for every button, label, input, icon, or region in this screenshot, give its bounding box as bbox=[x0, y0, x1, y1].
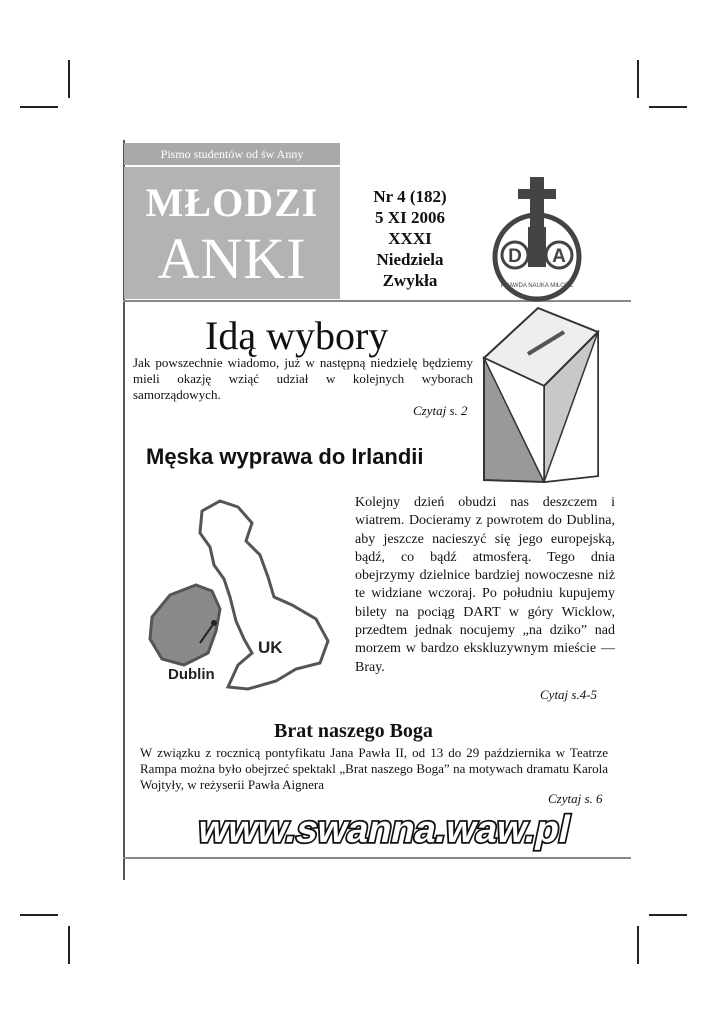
crop-mark bbox=[637, 926, 639, 964]
map-label-dublin: Dublin bbox=[168, 666, 215, 683]
crop-mark bbox=[68, 60, 70, 98]
ballot-box-icon bbox=[476, 300, 606, 490]
issue-number: Nr 4 (182) bbox=[373, 187, 447, 206]
masthead-subtitle: Pismo studentów od św Anny bbox=[124, 143, 340, 165]
website-url-logo[interactable] bbox=[132, 804, 632, 856]
website-url: www.swanna.waw.pl bbox=[194, 808, 575, 851]
crop-mark bbox=[20, 914, 58, 916]
article-election-more-link[interactable]: Czytaj s. 2 bbox=[413, 403, 468, 418]
logo-motto: PRAWDA NAUKA MIŁOŚĆ bbox=[500, 283, 574, 289]
issue-kind: Zwykła bbox=[382, 271, 438, 290]
article-election-title: Idą wybory bbox=[205, 313, 389, 358]
crop-mark bbox=[20, 106, 58, 108]
issue-week: XXXI bbox=[388, 229, 432, 248]
british-isles-map bbox=[140, 493, 350, 703]
article-brother-title: Brat naszego Boga bbox=[274, 720, 433, 742]
crop-mark bbox=[649, 106, 687, 108]
masthead bbox=[124, 167, 340, 299]
article-brother-text: W związku z rocznicą pontyfikatu Jana Pawła II, od 13 do 29 października w Teatrze Rampa można było obejrzeć spektakl „Brat naszego Boga” na motywach dramatu Karola Wojtyły, w reżyserii Pawła Aignera bbox=[140, 745, 608, 792]
article-ireland-title: Męska wyprawa do Irlandii bbox=[146, 444, 424, 469]
map-label-uk: UK bbox=[258, 638, 283, 657]
cross-emblem-icon bbox=[482, 175, 592, 303]
logo-letter-d: D bbox=[508, 246, 522, 267]
article-ireland-text: Kolejny dzień obudzi nas deszczem i wiatrem. Docieramy z powrotem do Dublina, aby jeszcze nacieszyć się jego europejską, bądź, co bądź atmosferą. Tego dnia obejrzymy dzielnice bardziej nowoczesne niż te widziane wczoraj. Po południu kupujemy bilety na pociąg DART w góry Wicklow, przedtem jednak nocujemy „na dziko” nad morzem w bardzo ekskluzywnym mieście — Bray. bbox=[355, 495, 615, 675]
crop-mark bbox=[649, 914, 687, 916]
issue-date: 5 XI 2006 bbox=[375, 208, 445, 227]
divider-rule bbox=[123, 857, 631, 859]
issue-day: Niedziela bbox=[376, 250, 444, 269]
logo-letter-a: A bbox=[552, 246, 566, 267]
crop-mark bbox=[637, 60, 639, 98]
article-election-text: Jak powszechnie wiadomo, już w następną niedzielę będziemy mieli okazję wziąć udział w kolejnych wyborach samorządowych. bbox=[133, 355, 473, 402]
issue-info bbox=[345, 186, 475, 291]
masthead-title-line2: ANKI bbox=[157, 226, 307, 291]
article-brother-more-link[interactable]: Czytaj s. 6 bbox=[548, 791, 603, 806]
article-ireland-more-link[interactable]: Cytaj s.4-5 bbox=[540, 687, 598, 702]
crop-mark bbox=[68, 926, 70, 964]
masthead-title-line1: MŁODZI bbox=[145, 180, 319, 225]
